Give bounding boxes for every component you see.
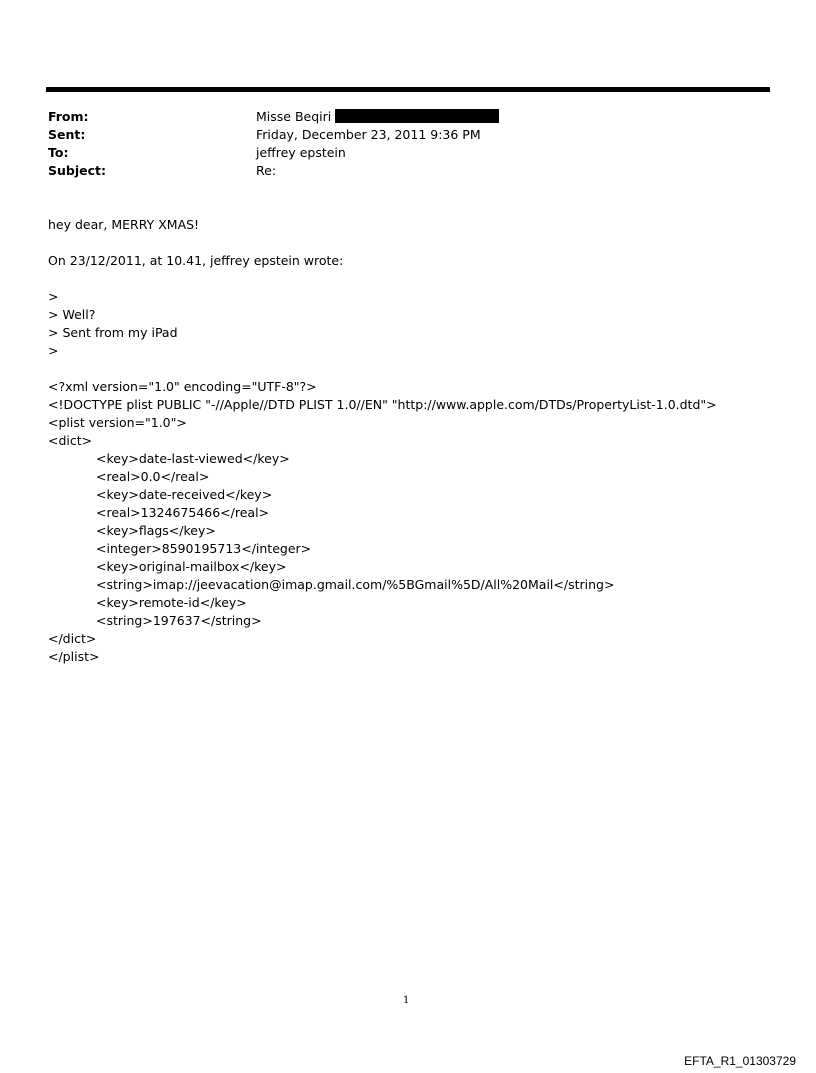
sent-row [48,126,748,144]
spacer [48,234,788,252]
dict-close: </dict> [48,631,97,646]
quoted-line: > Sent from my iPad [48,325,178,340]
to-value: jeffrey epstein [256,145,346,160]
email-body [48,216,788,666]
dict-line: <string>imap://jeevacation@imap.gmail.com/%5BGmail%5D/All%20Mail</string> [96,577,615,592]
redaction-block [335,109,499,123]
page-number: 1 [403,995,410,1006]
dict-line: <key>original-mailbox</key> [96,559,287,574]
to-label: To: [48,145,69,160]
email-header [48,108,748,180]
to-row [48,144,748,162]
quoted-line: > Well? [48,307,96,322]
spacer [48,360,788,378]
dict-line: <real>1324675466</real> [96,505,270,520]
bates-number: EFTA_R1_01303729 [684,1054,796,1068]
subject-value: Re: [256,163,277,178]
from-row [48,108,748,126]
dict-line: <key>remote-id</key> [96,595,247,610]
quoted-line: > [48,343,59,358]
greeting: hey dear, MERRY XMAS! [48,217,200,232]
from-label: From: [48,109,89,124]
top-rule [46,87,770,92]
plist-open: <plist version="1.0"> [48,415,187,430]
dict-open: <dict> [48,433,93,448]
from-name: Misse Beqiri [256,109,332,124]
subject-label: Subject: [48,163,106,178]
dict-line: <key>date-received</key> [96,487,273,502]
spacer [48,270,788,288]
from-value [256,108,499,126]
dict-line: <string>197637</string> [96,613,262,628]
sent-value: Friday, December 23, 2011 9:36 PM [256,127,481,142]
quoted-line: > [48,289,59,304]
dict-line: <integer>8590195713</integer> [96,541,312,556]
xml-declaration: <?xml version="1.0" encoding="UTF-8"?> [48,379,317,394]
dict-line: <key>date-last-viewed</key> [96,451,290,466]
subject-row [48,162,748,180]
plist-close: </plist> [48,649,100,664]
quote-intro: On 23/12/2011, at 10.41, jeffrey epstein wrote: [48,253,344,268]
dict-line: <real>0.0</real> [96,469,210,484]
dict-line: <key>flags</key> [96,523,216,538]
doctype-line: <!DOCTYPE plist PUBLIC "-//Apple//DTD PLIST 1.0//EN" "http://www.apple.com/DTDs/PropertyList-1.0.dtd"> [48,397,717,412]
sent-label: Sent: [48,127,86,142]
